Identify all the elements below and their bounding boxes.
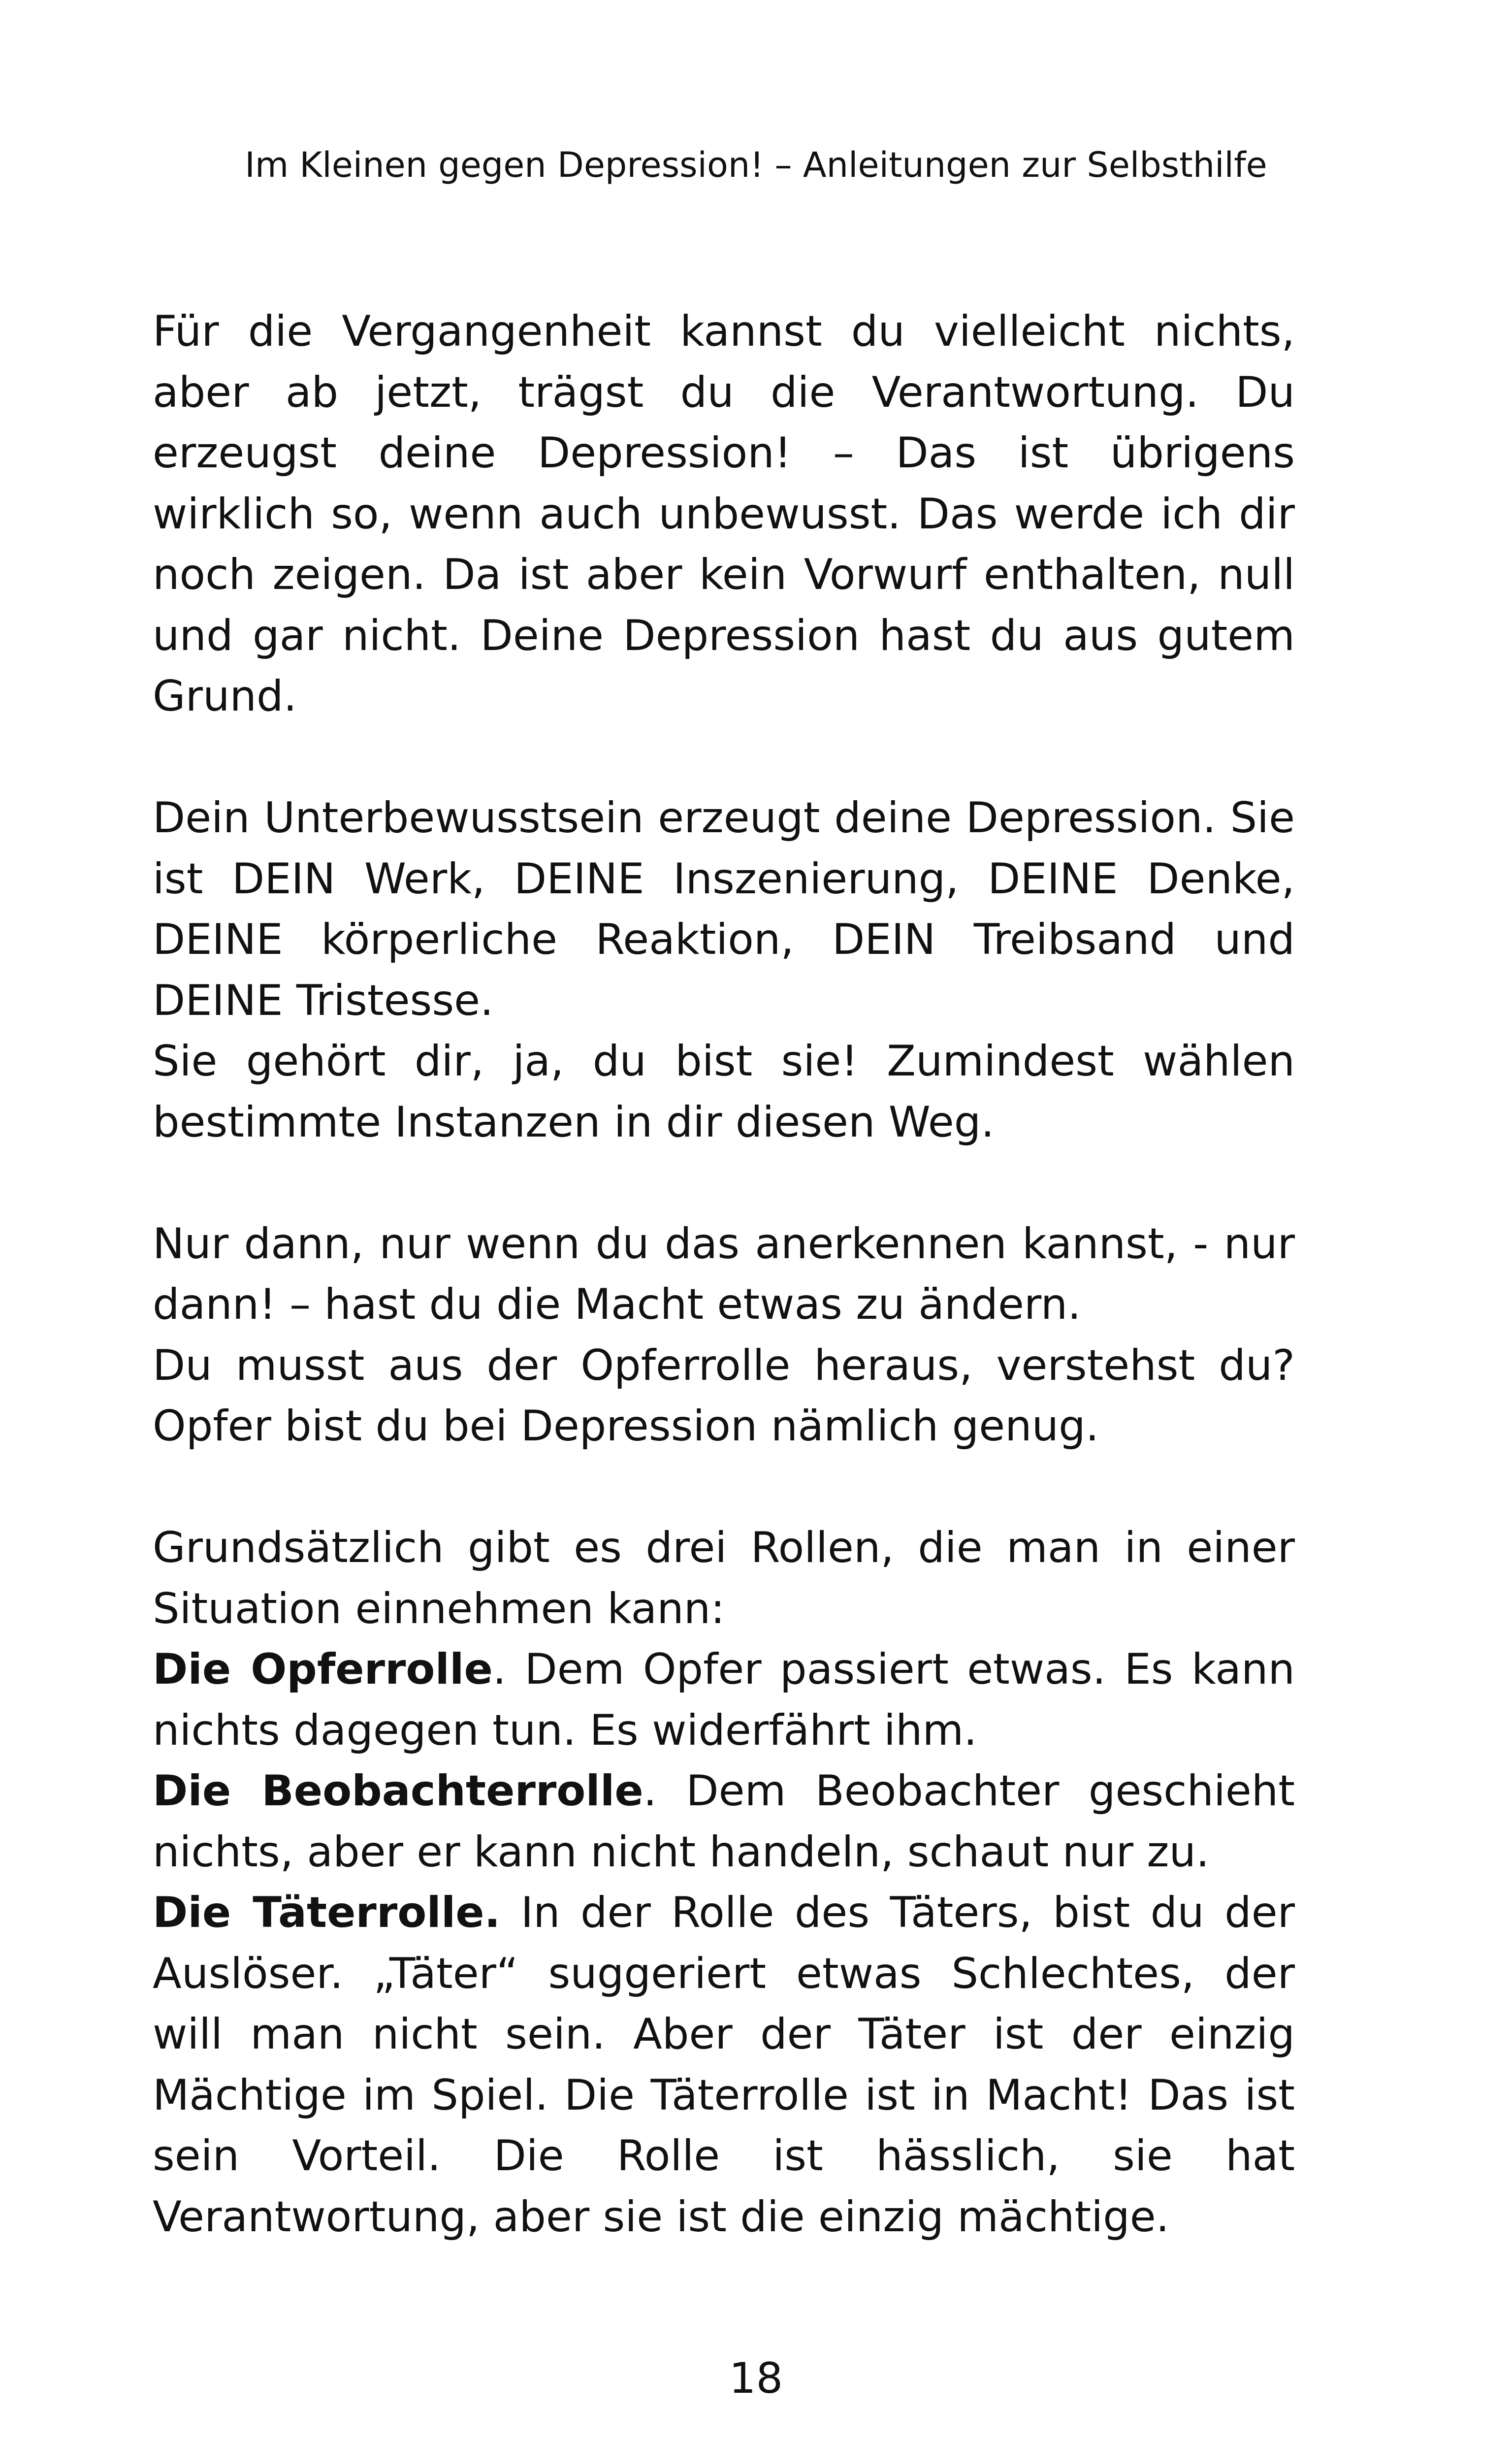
paragraph-ownership: Sie gehört dir, ja, du bist sie! Zumindest wählen bestimmte Instanzen in dir diesen Weg.: [153, 1037, 1295, 1147]
role-perpetrator-text: In der Rolle des Täters, bist du der Auslöser. „Täter“ suggeriert etwas Schlechtes, der will man nicht sein. Aber der Täter ist der einzig Mächtige im Spiel. Die Täterrolle ist in Macht! Das ist sein Vorteil. Die Rolle ist hässlich, sie hat Verantwortung, aber sie ist die einzig mächtige.: [153, 1888, 1295, 2242]
page-number: 18: [729, 2354, 783, 2403]
role-observer-text: . Dem Beobachter geschieht nichts, aber er kann nicht handeln, schaut nur zu.: [153, 1766, 1295, 1877]
role-observer-term: Die Beobachterrolle: [153, 1766, 643, 1816]
role-victim-text: . Dem Opfer passiert etwas. Es kann nichts dagegen tun. Es widerfährt ihm.: [153, 1645, 1295, 1755]
role-perpetrator-term: Die Täterrolle.: [153, 1888, 501, 1937]
role-victim: [153, 1639, 1295, 1761]
paragraph-subconscious: Dein Unterbewusstsein erzeugt deine Depression. Sie ist DEIN Werk, DEINE Inszenierung, DEINE Denke, DEINE körperliche Reaktion, DEIN Treibsand und DEINE Tristesse.: [153, 793, 1295, 1025]
page-body: [153, 301, 1295, 2248]
role-perpetrator: [153, 1883, 1295, 2248]
paragraph-power-to-change: Nur dann, nur wenn du das anerkennen kannst, - nur dann! – hast du die Macht etwas zu ändern.: [153, 1219, 1295, 1329]
paragraph-victim-role: Du musst aus der Opferrolle heraus, verstehst du? Opfer bist du bei Depression nämlich genug.: [153, 1340, 1295, 1451]
role-victim-term: Die Opferrolle: [153, 1645, 493, 1694]
paragraph-three-roles: Grundsätzlich gibt es drei Rollen, die man in einer Situation einnehmen kann:: [153, 1523, 1295, 1633]
running-header: Im Kleinen gegen Depression! – Anleitungen zur Selbsthilfe: [245, 145, 1267, 185]
paragraph-responsibility: Für die Vergangenheit kannst du vielleicht nichts, aber ab jetzt, trägst du die Verantwortung. Du erzeugst deine Depression! – Das ist übrigens wirklich so, wenn auch unbewusst. Das werde ich dir noch zeigen. Da ist aber kein Vorwurf enthalten, null und gar nicht. Deine Depression hast du aus gutem Grund.: [153, 307, 1295, 721]
role-observer: [153, 1761, 1295, 1883]
